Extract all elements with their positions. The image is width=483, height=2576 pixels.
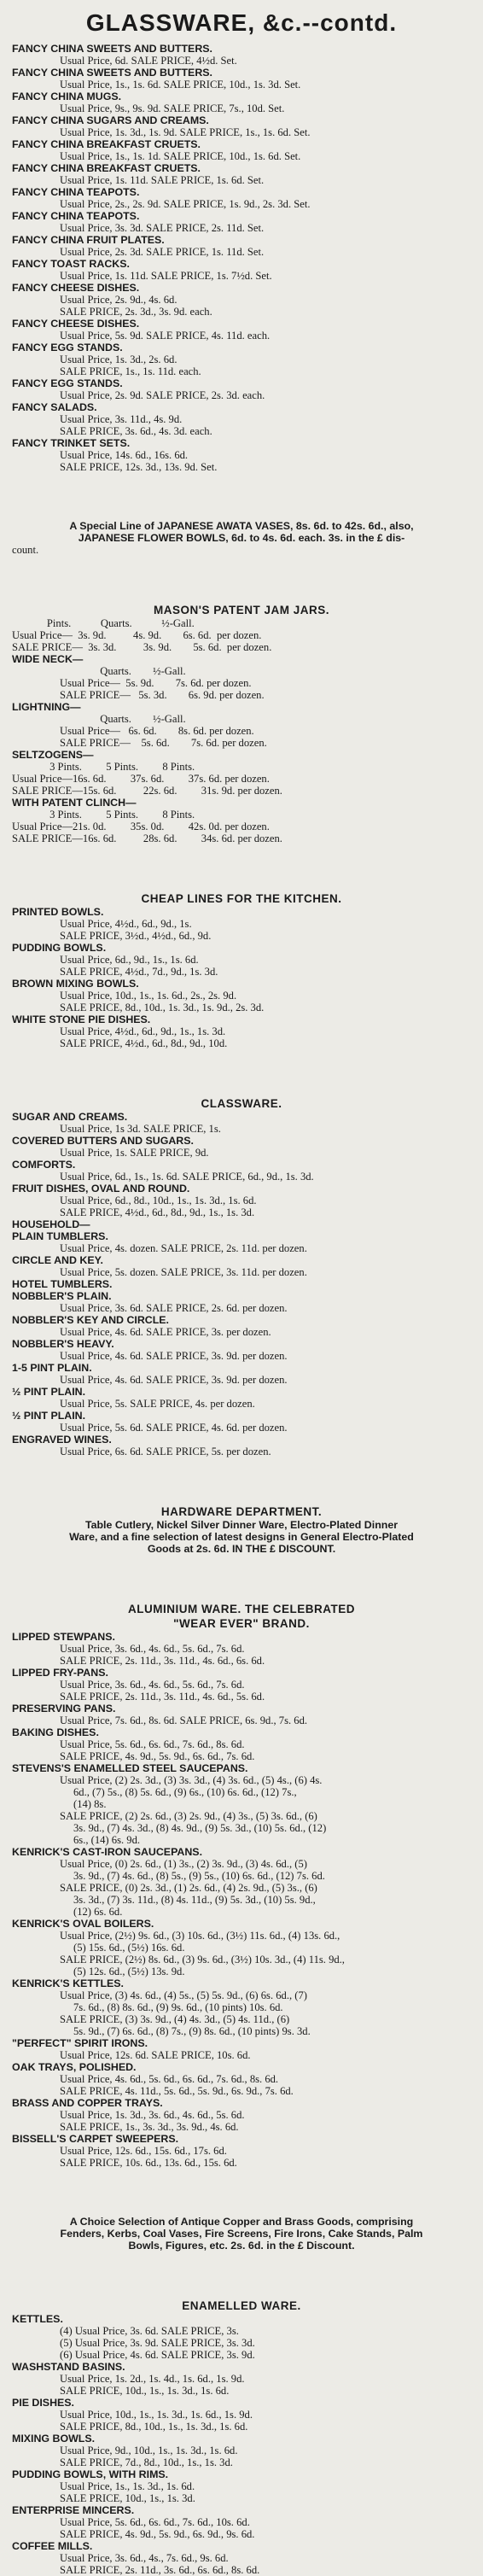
price-line: SALE PRICE, (2) 2s. 6d., (3) 2s. 9d., (4) 3s., (5) 3s. 6d., (6) bbox=[60, 1810, 317, 1822]
price-line: SALE PRICE, 3s. 6d., 4s. 3d. each. bbox=[60, 425, 212, 437]
notice-line: Ware, and a fine selection of latest designs in General Electro-Plated bbox=[69, 1531, 414, 1543]
price-line: SALE PRICE, 1s., 3s. 3d., 3s. 9d., 4s. 6d. bbox=[60, 2121, 239, 2133]
price-line: Usual Price, 14s. 6d., 16s. 6d. bbox=[60, 449, 189, 461]
price-line: 3s. 9d., (7) 4s. 6d., (8) 5s., (9) 5s., (10) 6s. 6d., (12) 7s. 6d. bbox=[73, 1870, 325, 1882]
item-name: FANCY EGG STANDS. bbox=[12, 342, 123, 353]
price-line: 7s. 6d., (8) 8s. 6d., (9) 9s. 6d., (10 pints) 10s. 6d. bbox=[73, 2001, 283, 2013]
item-name: BROWN MIXING BOWLS. bbox=[12, 978, 139, 990]
price-line: SALE PRICE, (3) 3s. 9d., (4) 4s. 3d., (5) 4s. 11d., (6) bbox=[60, 2013, 290, 2025]
item-name: FANCY CHEESE DISHES. bbox=[12, 318, 140, 330]
price-line: Usual Price, 3s. 6d., 4s., 7s. 6d., 9s. 6d. bbox=[60, 2552, 229, 2564]
price-line: Usual Price, 12s. 6d. SALE PRICE, 10s. 6d. bbox=[60, 2049, 251, 2061]
section-heading: CLASSWARE. bbox=[201, 1097, 282, 1110]
price-line: SALE PRICE—16s. 6d. 28s. 6d. 34s. 6d. per dozen. bbox=[12, 832, 282, 844]
price-line: Usual Price, 1s. 2d., 1s. 4d., 1s. 6d., 1s. 9d. bbox=[60, 2373, 245, 2385]
price-line: Usual Price, 1s. 3d., 1s. 9d. SALE PRICE, 1s., 1s. 6d. Set. bbox=[60, 126, 311, 138]
price-line: SALE PRICE, 4s. 11d., 5s. 6d., 5s. 9d., 6s. 9d., 7s. 6d. bbox=[60, 2085, 294, 2097]
item-name: BAKING DISHES. bbox=[12, 1726, 99, 1738]
item-name: FANCY TOAST RACKS. bbox=[12, 258, 130, 270]
item-name: FANCY CHINA SWEETS AND BUTTERS. bbox=[12, 43, 212, 55]
price-line: (14) 8s. bbox=[73, 1798, 107, 1810]
item-name: COFFEE MILLS. bbox=[12, 2540, 93, 2552]
price-line: Usual Price, 9d., 10d., 1s., 1s. 3d., 1s. 6d. bbox=[60, 2445, 238, 2456]
price-line: Usual Price, 2s. 9d., 4s. 6d. bbox=[60, 294, 177, 306]
price-line: SALE PRICE, 4½d., 7d., 9d., 1s. 3d. bbox=[60, 966, 218, 978]
notice-line: Table Cutlery, Nickel Silver Dinner Ware, Electro-Plated Dinner bbox=[84, 1519, 399, 1531]
item-name: "PERFECT" SPIRIT IRONS. bbox=[12, 2037, 148, 2049]
price-line: SALE PRICE, 2s. 11d., 3s. 11d., 4s. 6d., 5s. 6d. bbox=[60, 1691, 265, 1703]
item-name: ½ PINT PLAIN. bbox=[12, 1386, 86, 1398]
item-name: FANCY CHINA MUGS. bbox=[12, 91, 122, 102]
item-name: PRESERVING PANS. bbox=[12, 1703, 116, 1714]
price-line: SALE PRICE, 2s. 3d., 3s. 9d. each. bbox=[60, 306, 212, 318]
price-line: Usual Price, (2) 2s. 3d., (3) 3s. 3d., (4) 3s. 6d., (5) 4s., (6) 4s. bbox=[60, 1774, 323, 1786]
price-line: Usual Price, (3) 4s. 6d., (4) 5s., (5) 5s. 9d., (6) 6s. 6d., (7) bbox=[60, 1989, 307, 2001]
price-section bbox=[12, 1602, 471, 2169]
item-name: COMFORTS. bbox=[12, 1159, 76, 1171]
item-name: KENRICK'S OVAL BOILERS. bbox=[12, 1918, 154, 1930]
price-line: (5) 15s. 6d., (5½) 16s. 6d. bbox=[73, 1942, 185, 1954]
item-name: LIPPED FRY-PANS. bbox=[12, 1667, 108, 1679]
item-name: WIDE NECK— bbox=[12, 653, 84, 665]
item-name: BRASS AND COPPER TRAYS. bbox=[12, 2097, 163, 2109]
price-line: Usual Price— 5s. 9d. 7s. 6d. per dozen. bbox=[60, 677, 252, 689]
price-line: Usual Price, 2s. 9d. SALE PRICE, 2s. 3d. each. bbox=[60, 389, 265, 401]
price-line: SALE PRICE, 10s. 6d., 13s. 6d., 15s. 6d. bbox=[60, 2157, 237, 2169]
price-line: Usual Price, 3s. 3d. SALE PRICE, 2s. 11d. Set. bbox=[60, 222, 265, 234]
price-line: SALE PRICE, 12s. 3d., 13s. 9d. Set. bbox=[60, 461, 218, 473]
price-line: SALE PRICE— 5s. 6d. 7s. 6d. per dozen. bbox=[60, 737, 267, 749]
item-name: FANCY CHINA TEAPOTS. bbox=[12, 210, 140, 222]
section-heading: ALUMINIUM WARE. THE CELEBRATED bbox=[128, 1603, 355, 1615]
price-line: Usual Price, 1s., 1s. 6d. SALE PRICE, 10d., 1s. 3d. Set. bbox=[60, 79, 301, 91]
item-name: WITH PATENT CLINCH— bbox=[12, 797, 137, 809]
price-line: Usual Price, 1s. 11d. SALE PRICE, 1s. 6d. Set. bbox=[60, 174, 265, 186]
price-line: Usual Price, 9s., 9s. 9d. SALE PRICE, 7s., 10d. Set. bbox=[60, 102, 285, 114]
price-line: Quarts. ½-Gall. bbox=[60, 713, 186, 725]
price-line: Usual Price, 1s. 3d., 2s. 6d. bbox=[60, 353, 177, 365]
price-line: SALE PRICE, 8d., 10d., 1s., 1s. 3d., 1s. 6d. bbox=[60, 2421, 248, 2433]
item-name: NOBBLER'S KEY AND CIRCLE. bbox=[12, 1314, 170, 1326]
price-line: Usual Price, 2s. 3d. SALE PRICE, 1s. 11d. Set. bbox=[60, 246, 265, 258]
notice-line: JAPANESE FLOWER BOWLS, 6d. to 4s. 6d. each. 3s. in the £ dis- bbox=[78, 532, 405, 544]
price-line: Usual Price— 6s. 6d. 8s. 6d. per dozen. bbox=[60, 725, 254, 737]
price-line: Usual Price, 5s. 6d. SALE PRICE, 4s. 6d. per dozen. bbox=[60, 1422, 288, 1434]
notice-line: A Choice Selection of Antique Copper and Brass Goods, comprising bbox=[69, 2216, 414, 2228]
item-name: PIE DISHES. bbox=[12, 2397, 74, 2409]
price-line: Usual Price, 4½d., 6d., 9d., 1s. bbox=[60, 918, 192, 930]
price-line: Usual Price— 3s. 9d. 4s. 9d. 6s. 6d. per dozen. bbox=[12, 629, 262, 641]
price-line: Usual Price, 12s. 6d., 15s. 6d., 17s. 6d. bbox=[60, 2145, 227, 2157]
price-line: 6s., (14) 6s. 9d. bbox=[73, 1834, 141, 1846]
page-title: GLASSWARE, &c.--contd. bbox=[85, 9, 398, 36]
price-line: Usual Price, 4½d., 6d., 9d., 1s., 1s. 3d. bbox=[60, 1025, 226, 1037]
price-line: Usual Price, 1s. 3d., 3s. 6d., 4s. 6d., 5s. 6d. bbox=[60, 2109, 245, 2121]
price-section bbox=[12, 2216, 471, 2252]
section-subheading: "WEAR EVER" BRAND. bbox=[173, 1617, 310, 1630]
price-line: SALE PRICE, 2s. 11d., 3s. 11d., 4s. 6d., 6s. 6d. bbox=[60, 1655, 265, 1667]
price-line: Pints. Quarts. ½-Gall. bbox=[12, 617, 195, 629]
price-list-column bbox=[12, 43, 471, 2576]
item-name: PRINTED BOWLS. bbox=[12, 906, 104, 918]
price-line: Usual Price, 1s., 1s. 1d. SALE PRICE, 10d., 1s. 6d. Set. bbox=[60, 150, 301, 162]
price-line: Usual Price—16s. 6d. 37s. 6d. 37s. 6d. per dozen. bbox=[12, 773, 270, 785]
item-name: PUDDING BOWLS, WITH RIMS. bbox=[12, 2468, 169, 2480]
price-line: Usual Price, 5s. 6d., 6s. 6d., 7s. 6d., 8s. 6d. bbox=[60, 1738, 245, 1750]
price-line: Usual Price, 2s., 2s. 9d. SALE PRICE, 1s. 9d., 2s. 3d. Set. bbox=[60, 198, 311, 210]
item-name: FANCY CHINA FRUIT PLATES. bbox=[12, 234, 165, 246]
price-line: Usual Price, 6d., 1s., 1s. 6d. SALE PRICE, 6d., 9d., 1s. 3d. bbox=[60, 1171, 314, 1183]
price-line: SALE PRICE, 3½d., 4½d., 6d., 9d. bbox=[60, 930, 212, 942]
item-name: WASHSTAND BASINS. bbox=[12, 2361, 125, 2373]
item-name: KETTLES. bbox=[12, 2313, 63, 2325]
price-line: Usual Price, 6d. SALE PRICE, 4½d. Set. bbox=[60, 55, 237, 67]
section-heading: CHEAP LINES FOR THE KITCHEN. bbox=[141, 892, 342, 905]
price-line: SALE PRICE, 4½d., 6d., 8d., 9d., 1s., 1s. 3d. bbox=[60, 1206, 255, 1218]
price-line: SALE PRICE—15s. 6d. 22s. 6d. 31s. 9d. per dozen. bbox=[12, 785, 282, 797]
item-name: FANCY CHEESE DISHES. bbox=[12, 282, 140, 294]
price-line: Usual Price, 5s. 9d. SALE PRICE, 4s. 11d. each. bbox=[60, 330, 271, 342]
item-name: FANCY CHINA BREAKFAST CRUETS. bbox=[12, 138, 201, 150]
price-line: Usual Price, 3s. 6d., 4s. 6d., 5s. 6d., 7s. 6d. bbox=[60, 1643, 245, 1655]
price-line: SALE PRICE, 10d., 1s., 1s. 3d., 1s. 6d. bbox=[60, 2385, 230, 2397]
price-line: 6d., (7) 5s., (8) 5s. 6d., (9) 6s., (10) 6s. 6d., (12) 7s., bbox=[73, 1786, 297, 1798]
item-name: KENRICK'S CAST-IRON SAUCEPANS. bbox=[12, 1846, 203, 1858]
item-name: WHITE STONE PIE DISHES. bbox=[12, 1013, 151, 1025]
price-line: SALE PRICE, 7d., 8d., 10d., 1s., 1s. 3d. bbox=[60, 2456, 233, 2468]
price-line: SALE PRICE, (0) 2s. 3d., (1) 2s. 6d., (4) 2s. 9d., (5) 3s., (6) bbox=[60, 1882, 317, 1894]
price-line: Usual Price, 3s. 6d., 4s. 6d., 5s. 6d., 7s. 6d. bbox=[60, 1679, 245, 1691]
price-line: SALE PRICE— 5s. 3d. 6s. 9d. per dozen. bbox=[60, 689, 265, 701]
item-name: KENRICK'S KETTLES. bbox=[12, 1977, 124, 1989]
price-line: Usual Price, 6d., 8d., 10d., 1s., 1s. 3d., 1s. 6d. bbox=[60, 1195, 257, 1206]
price-line: SALE PRICE, (2½) 8s. 6d., (3) 9s. 6d., (3½) 10s. 3d., (4) 11s. 9d., bbox=[60, 1954, 345, 1966]
section-heading: ENAMELLED WARE. bbox=[182, 2299, 301, 2312]
section-heading: MASON'S PATENT JAM JARS. bbox=[154, 604, 329, 616]
price-line: 3 Pints. 5 Pints. 8 Pints. bbox=[12, 761, 195, 773]
price-line: Usual Price, 5s. SALE PRICE, 4s. per dozen. bbox=[60, 1398, 255, 1410]
price-line: SALE PRICE, 4s. 9d., 5s. 9d., 6s. 9d., 9s. 6d. bbox=[60, 2528, 255, 2540]
item-name: STEVENS'S ENAMELLED STEEL SAUCEPANS. bbox=[12, 1762, 248, 1774]
item-name: FANCY CHINA BREAKFAST CRUETS. bbox=[12, 162, 201, 174]
price-line: Usual Price, 4s. 6d., 5s. 6d., 6s. 6d., 7s. 6d., 8s. 6d. bbox=[60, 2073, 279, 2085]
price-line: (6) Usual Price, 4s. 6d. SALE PRICE, 3s. 9d. bbox=[60, 2349, 255, 2361]
price-section bbox=[12, 1096, 471, 1457]
price-line: count. bbox=[12, 544, 39, 556]
price-line: Usual Price—21s. 0d. 35s. 0d. 42s. 0d. per dozen. bbox=[12, 821, 270, 832]
price-line: Usual Price, 4s. 6d. SALE PRICE, 3s. 9d. per dozen. bbox=[60, 1350, 288, 1362]
price-line: 5s. 9d., (7) 6s. 6d., (8) 7s., (9) 8s. 6d., (10 pints) 9s. 3d. bbox=[73, 2025, 311, 2037]
price-line: Usual Price, 5s. 6d., 6s. 6d., 7s. 6d., 10s. 6d. bbox=[60, 2516, 250, 2528]
price-section bbox=[12, 43, 471, 473]
item-name: CIRCLE AND KEY. bbox=[12, 1254, 103, 1266]
item-name: COVERED BUTTERS AND SUGARS. bbox=[12, 1135, 194, 1147]
price-line: Usual Price, (2½) 9s. 6d., (3) 10s. 6d., (3½) 11s. 6d., (4) 13s. 6d., bbox=[60, 1930, 340, 1942]
price-line: Usual Price, 6s. 6d. SALE PRICE, 5s. per dozen. bbox=[60, 1446, 271, 1457]
price-line: Usual Price, 6d., 9d., 1s., 1s. 6d. bbox=[60, 954, 199, 966]
price-section bbox=[12, 1504, 471, 1555]
price-line: Usual Price, 1s., 1s. 3d., 1s. 6d. bbox=[60, 2480, 195, 2492]
item-name: MIXING BOWLS. bbox=[12, 2433, 96, 2445]
price-line: Usual Price, 10d., 1s., 1s. 6d., 2s., 2s. 9d. bbox=[60, 990, 237, 1002]
price-line: Usual Price, 5s. dozen. SALE PRICE, 3s. 11d. per dozen. bbox=[60, 1266, 307, 1278]
price-line: Usual Price, (0) 2s. 6d., (1) 3s., (2) 3s. 9d., (3) 4s. 6d., (5) bbox=[60, 1858, 307, 1870]
price-line: Usual Price, 1s. 11d. SALE PRICE, 1s. 7½d. Set. bbox=[60, 270, 272, 282]
item-name: PUDDING BOWLS. bbox=[12, 942, 107, 954]
price-line: Usual Price, 3s. 11d., 4s. 9d. bbox=[60, 413, 183, 425]
price-line: Usual Price, 1s. SALE PRICE, 9d. bbox=[60, 1147, 209, 1159]
price-line: (12) 6s. 6d. bbox=[73, 1906, 123, 1918]
price-line: Usual Price, 3s. 6d. SALE PRICE, 2s. 6d. per dozen. bbox=[60, 1302, 288, 1314]
price-line: (5) 12s. 6d., (5½) 13s. 9d. bbox=[73, 1966, 185, 1977]
item-name: ENTERPRISE MINCERS. bbox=[12, 2504, 135, 2516]
item-name: FANCY EGG STANDS. bbox=[12, 377, 123, 389]
notice-line: Bowls, Figures, etc. 2s. 6d. in the £ Discount. bbox=[128, 2240, 355, 2252]
price-line: (5) Usual Price, 3s. 9d. SALE PRICE, 3s. 3d. bbox=[60, 2337, 255, 2349]
item-name: NOBBLER'S PLAIN. bbox=[12, 1290, 112, 1302]
notice-line: A Special Line of JAPANESE AWATA VASES, 8s. 6d. to 42s. 6d., also, bbox=[69, 520, 414, 532]
item-name: ½ PINT PLAIN. bbox=[12, 1410, 86, 1422]
item-name: HOTEL TUMBLERS. bbox=[12, 1278, 113, 1290]
price-line: 3 Pints. 5 Pints. 8 Pints. bbox=[12, 809, 195, 821]
price-line: Usual Price, 4s. dozen. SALE PRICE, 2s. 11d. per dozen. bbox=[60, 1242, 307, 1254]
price-line: 3s. 3d., (7) 3s. 11d., (8) 4s. 11d., (9) 5s. 3d., (10) 5s. 9d., bbox=[73, 1894, 316, 1906]
price-line: Usual Price, 10d., 1s., 1s. 3d., 1s. 6d., 1s. 9d. bbox=[60, 2409, 253, 2421]
item-name: OAK TRAYS, POLISHED. bbox=[12, 2061, 137, 2073]
item-name: ENGRAVED WINES. bbox=[12, 1434, 112, 1446]
item-name: SUGAR AND CREAMS. bbox=[12, 1111, 128, 1123]
item-name: 1-5 PINT PLAIN. bbox=[12, 1362, 92, 1374]
price-section bbox=[12, 2299, 471, 2576]
price-line: SALE PRICE, 1s., 1s. 11d. each. bbox=[60, 365, 201, 377]
item-name: FANCY CHINA TEAPOTS. bbox=[12, 186, 140, 198]
item-name: FANCY TRINKET SETS. bbox=[12, 437, 131, 449]
price-line: SALE PRICE, 4½d., 6d., 8d., 9d., 10d. bbox=[60, 1037, 228, 1049]
price-section bbox=[12, 603, 471, 844]
price-line: SALE PRICE— 3s. 3d. 3s. 9d. 5s. 6d. per dozen. bbox=[12, 641, 272, 653]
item-name: PLAIN TUMBLERS. bbox=[12, 1230, 108, 1242]
item-name: SELTZOGENS— bbox=[12, 749, 94, 761]
notice-line: Fenders, Kerbs, Coal Vases, Fire Screens, Fire Irons, Cake Stands, Palm bbox=[60, 2228, 423, 2240]
price-line: SALE PRICE, 4s. 9d., 5s. 9d., 6s. 6d., 7s. 6d. bbox=[60, 1750, 255, 1762]
price-line: (4) Usual Price, 3s. 6d. SALE PRICE, 3s. bbox=[60, 2325, 239, 2337]
item-name: NOBBLER'S HEAVY. bbox=[12, 1338, 114, 1350]
price-section bbox=[12, 520, 471, 556]
item-name: FANCY CHINA SWEETS AND BUTTERS. bbox=[12, 67, 212, 79]
price-line: Usual Price, 4s. 6d. SALE PRICE, 3s. 9d. per dozen. bbox=[60, 1374, 288, 1386]
price-line: Usual Price, 7s. 6d., 8s. 6d. SALE PRICE, 6s. 9d., 7s. 6d. bbox=[60, 1714, 308, 1726]
price-line: SALE PRICE, 10d., 1s., 1s. 3d. bbox=[60, 2492, 195, 2504]
item-name: FRUIT DISHES, OVAL AND ROUND. bbox=[12, 1183, 190, 1195]
price-line: Quarts. ½-Gall. bbox=[60, 665, 186, 677]
item-name: BISSELL'S CARPET SWEEPERS. bbox=[12, 2133, 179, 2145]
price-line: 3s. 9d., (7) 4s. 3d., (8) 4s. 9d., (9) 5s. 3d., (10) 5s. 6d., (12) bbox=[73, 1822, 327, 1834]
item-name: LIPPED STEWPANS. bbox=[12, 1631, 115, 1643]
price-line: SALE PRICE, 8d., 10d., 1s. 3d., 1s. 9d., 2s. 3d. bbox=[60, 1002, 265, 1013]
notice-line: Goods at 2s. 6d. IN THE £ DISCOUNT. bbox=[147, 1543, 336, 1555]
item-name: FANCY CHINA SUGARS AND CREAMS. bbox=[12, 114, 209, 126]
section-heading: HARDWARE DEPARTMENT. bbox=[160, 1505, 323, 1518]
item-name: HOUSEHOLD— bbox=[12, 1218, 90, 1230]
price-line: SALE PRICE, 2s. 11d., 3s. 6d., 6s. 6d., 8s. 6d. bbox=[60, 2564, 260, 2576]
price-section bbox=[12, 891, 471, 1049]
item-name: FANCY SALADS. bbox=[12, 401, 97, 413]
price-line: Usual Price, 1s 3d. SALE PRICE, 1s. bbox=[60, 1123, 221, 1135]
price-line: Usual Price, 4s. 6d. SALE PRICE, 3s. per dozen. bbox=[60, 1326, 271, 1338]
item-name: LIGHTNING— bbox=[12, 701, 81, 713]
